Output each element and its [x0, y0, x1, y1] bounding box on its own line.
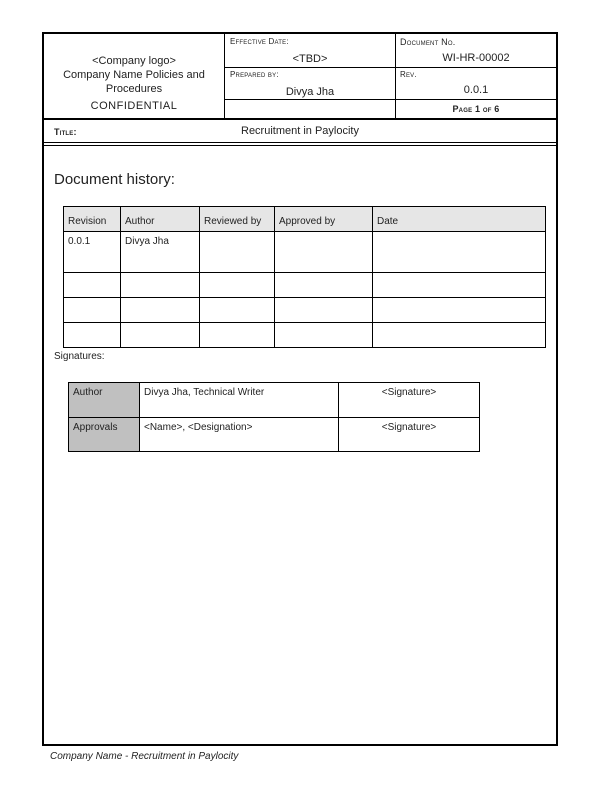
column-header: Approved by	[275, 207, 373, 232]
cell: <Name>, <Designation>	[140, 418, 339, 452]
divider	[42, 145, 558, 146]
page-number: Page 1 of 6	[452, 104, 500, 114]
cell	[275, 273, 373, 298]
divider	[224, 33, 225, 119]
cell: 0.0.1	[64, 232, 121, 273]
prepared-by-label: Prepared by:	[230, 70, 279, 79]
table-row	[64, 273, 546, 298]
cell	[275, 232, 373, 273]
cell: Divya Jha, Technical Writer	[140, 383, 339, 418]
doc-no: WI-HR-00002	[442, 52, 510, 64]
cell	[275, 323, 373, 348]
cell	[200, 232, 275, 273]
rev: 0.0.1	[463, 84, 489, 96]
cell	[373, 232, 546, 273]
table-header	[64, 207, 546, 232]
document-title: Recruitment in Paylocity	[241, 125, 359, 137]
table-row	[64, 232, 546, 273]
title-label: Title:	[54, 127, 77, 137]
table-row	[69, 383, 480, 418]
cell	[373, 323, 546, 348]
signature-cell: <Signature>	[339, 383, 480, 418]
history-heading: Document history:	[54, 171, 175, 188]
column-header: Date	[373, 207, 546, 232]
cell	[64, 323, 121, 348]
border-left	[42, 32, 44, 746]
history-table	[63, 206, 546, 348]
divider	[224, 67, 557, 68]
border-right	[556, 32, 558, 746]
prepared-by: Divya Jha	[285, 86, 335, 98]
cell	[64, 298, 121, 323]
table-row	[69, 418, 480, 452]
confidential-label: CONFIDENTIAL	[90, 100, 178, 112]
cell	[121, 273, 200, 298]
effective-date-label: Effective Date:	[230, 37, 289, 46]
cell: Author	[69, 383, 140, 418]
column-header: Reviewed by	[200, 207, 275, 232]
border-top	[42, 32, 558, 34]
cell	[121, 323, 200, 348]
rev-label: Rev.	[400, 70, 417, 79]
table-row	[64, 323, 546, 348]
cell: Approvals	[69, 418, 140, 452]
divider	[42, 118, 558, 120]
column-header: Revision	[64, 207, 121, 232]
doc-no-label: Document No.	[400, 37, 456, 47]
border-bottom	[42, 744, 558, 746]
cell	[200, 323, 275, 348]
cell	[373, 273, 546, 298]
cell	[64, 273, 121, 298]
cell	[373, 298, 546, 323]
cell	[121, 298, 200, 323]
cell	[200, 273, 275, 298]
signatures-table	[68, 382, 480, 452]
cell	[275, 298, 373, 323]
column-header: Author	[121, 207, 200, 232]
divider	[224, 99, 557, 100]
company-name: Company Name Policies and Procedures	[63, 69, 205, 95]
footer-text: Company Name - Recruitment in Paylocity	[50, 751, 239, 762]
signature-cell: <Signature>	[339, 418, 480, 452]
cell	[200, 298, 275, 323]
table-row	[64, 298, 546, 323]
signatures-label: Signatures:	[54, 351, 105, 362]
divider	[42, 142, 558, 143]
cell: Divya Jha	[121, 232, 200, 273]
company-logo: <Company logo>	[92, 55, 176, 67]
effective-date: <TBD>	[292, 53, 328, 65]
